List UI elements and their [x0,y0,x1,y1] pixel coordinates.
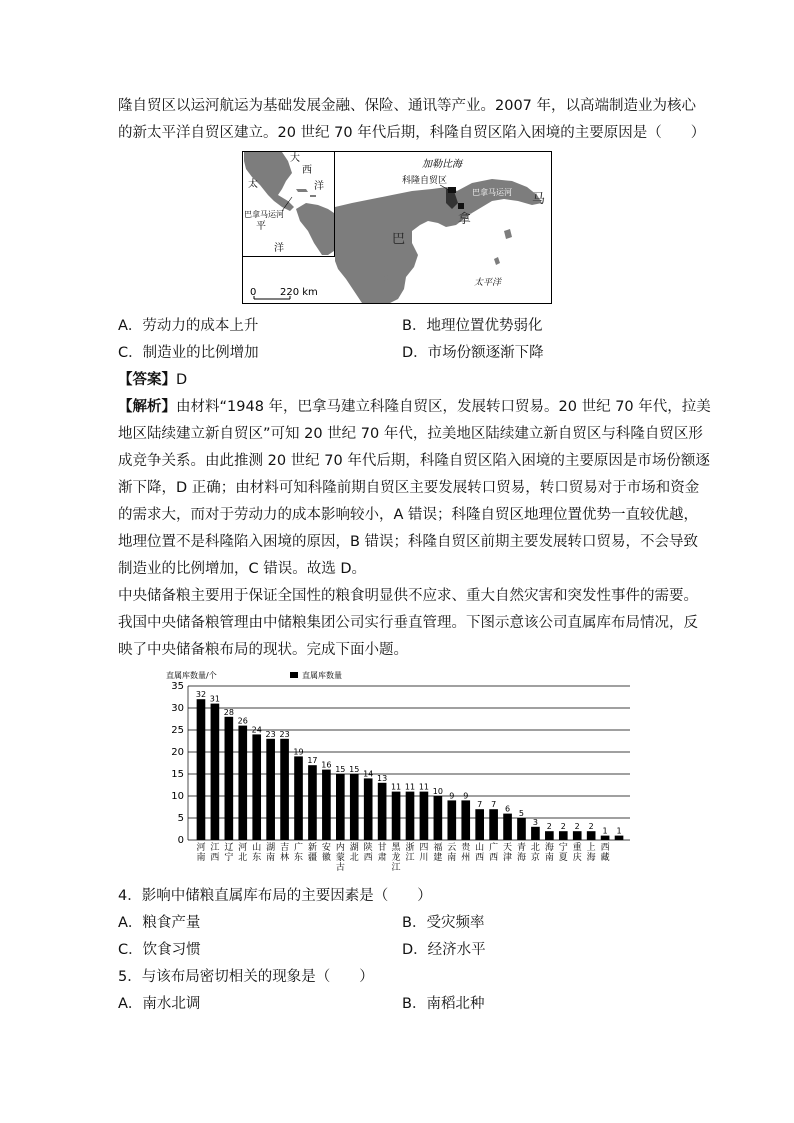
panama-map [242,151,552,304]
x-tick-label: 辽 [224,843,234,853]
x-tick-label: 四 [419,843,429,853]
bar-value-label: 1 [616,826,622,836]
x-tick-label: 江 [391,863,401,873]
y-tick-label: 10 [171,791,184,802]
x-tick-label: 湖 [349,843,359,853]
x-tick-label: 南 [447,853,457,863]
bar [392,792,401,840]
x-tick-label: 福 [433,843,443,853]
bar-value-label: 5 [518,809,525,818]
bar-value-label: 13 [377,773,388,783]
label-new-pacific-1: 新太平洋 [468,214,503,224]
q3-option-d: D．市场份额逐渐下降 [402,345,544,361]
label-na: 拿 [458,212,472,227]
x-tick-label: 吉 [280,843,290,853]
legend-label: 直属库数量 [302,671,342,680]
x-tick-label: 青 [516,843,526,853]
intro-line-2: 的新太平洋自贸区建立。20 世纪 70 年代后期，科隆自贸区陷入困境的主要原因是（ ） [118,125,706,141]
q4-stem: 4．影响中储粮直属库布局的主要因素是（ ） [118,888,432,904]
x-tick-label: 陕 [363,843,373,853]
x-tick-label: 南 [196,853,206,863]
x-tick-label: 海 [586,853,596,863]
granary-bar-chart [160,668,640,878]
x-tick-label: 海 [544,843,554,853]
x-tick-label: 广 [294,843,304,853]
analysis-label: 【解析】 [118,399,176,415]
x-tick-label: 东 [294,853,304,863]
x-tick-label: 黑 [391,843,401,853]
bar [308,765,317,840]
bar-value-label: 16 [321,760,332,770]
bar-value-label: 11 [418,782,430,792]
bar [378,783,387,840]
bar-value-label: 15 [349,765,360,774]
q5-option-a: A．南水北调 [118,996,201,1012]
x-tick-label: 西 [363,853,373,863]
bar [238,726,247,840]
x-tick-label: 湖 [266,843,276,853]
x-tick-label: 天 [503,843,513,853]
scale-value: 220 km [280,287,318,298]
x-tick-label: 西 [489,853,499,863]
x-tick-label: 宁 [558,843,568,853]
answer-value: D [176,372,188,388]
bar-value-label: 2 [588,822,594,832]
x-tick-label: 江 [210,843,220,853]
analysis-line-3: 成竞争关系。由此推测 20 世纪 70 年代后期，科隆自贸区陷入困境的主要原因是市场份额逐 [118,453,710,469]
x-tick-label: 龙 [391,853,401,863]
q3-answer [118,370,187,390]
x-tick-label: 夏 [558,853,568,863]
y-tick-label: 30 [171,703,184,714]
inset-label-xi: 西 [302,165,312,176]
analysis-line-4: 渐下降，D 正确；由材料可知科隆前期自贸区主要发展转口贸易，转口贸易对于市场和资金 [118,480,700,496]
x-tick-label: 内 [335,843,345,853]
bar [615,836,624,840]
y-tick-label: 25 [171,725,184,736]
bar [211,704,220,840]
bar [294,756,303,840]
bar [559,831,568,840]
inset-label-ping: 平 [256,221,266,232]
bar [336,774,345,840]
bar-value-label: 19 [293,747,304,757]
bar [420,792,429,840]
q4-option-a: A．粮食产量 [118,915,201,931]
label-ma: 马 [532,192,546,207]
bar [447,800,456,840]
x-tick-label: 川 [419,853,429,863]
label-colon-zone: 科隆自贸区 [402,176,448,186]
x-tick-label: 南 [266,853,276,863]
x-tick-label: 云 [447,843,457,853]
bar-value-label: 9 [449,791,455,801]
x-tick-label: 北 [238,853,248,863]
bar [322,770,331,840]
bar-value-label: 11 [390,782,402,792]
bar [573,831,582,840]
y-tick-label: 20 [171,747,184,758]
bar-value-label: 26 [237,716,248,726]
x-tick-label: 上 [586,843,596,853]
x-tick-label: 海 [516,853,526,863]
bar-value-label: 3 [532,817,538,827]
x-tick-label: 藏 [600,853,610,863]
x-tick-label: 林 [280,853,290,863]
label-ba: 巴 [392,232,406,247]
analysis-line-2: 地区陆续建立新自贸区”可知 20 世纪 70 年代，拉美地区陆续建立新自贸区与科隆自贸区形 [118,426,703,442]
bar-value-label: 32 [195,690,207,700]
x-tick-label: 津 [503,853,513,863]
bar-value-label: 2 [546,822,552,832]
bar-value-label: 7 [491,800,497,810]
x-tick-label: 州 [461,853,471,863]
x-tick-label: 疆 [307,853,317,863]
analysis-line-6: 地理位置不是科隆陷入困境的原因，B 错误；科隆自贸区前期主要发展转口贸易，不会导致 [118,534,699,550]
bar [475,809,484,840]
x-tick-label: 北 [349,853,359,863]
x-tick-label: 山 [475,843,485,853]
label-caribbean: 加勒比海 [422,159,462,170]
y-tick-label: 35 [171,681,184,692]
bar [406,792,415,840]
x-tick-label: 古 [335,863,345,873]
bar [545,831,554,840]
x-tick-label: 西 [475,853,485,863]
x-tick-label: 河 [238,843,248,853]
bar-value-label: 23 [265,729,276,739]
x-tick-label: 江 [405,853,415,863]
bar-value-label: 2 [560,822,566,832]
bar [503,814,512,840]
bar-value-label: 9 [463,791,469,801]
x-tick-label: 徽 [321,853,331,863]
x-tick-label: 贵 [461,843,471,853]
q4-option-b: B．受灾频率 [402,915,485,931]
bar-value-label: 1 [602,826,608,836]
bar-value-label: 11 [404,782,416,792]
bar-value-label: 14 [363,769,374,779]
bar-value-label: 15 [335,765,346,774]
bar [225,717,234,840]
scale-zero: 0 [250,287,257,298]
inset-label-yang2: 洋 [314,181,324,192]
label-pacific: 太平洋 [474,278,502,288]
x-tick-label: 广 [489,843,499,853]
inset-label-canal: 巴拿马运河 [244,210,284,219]
x-tick-label: 浙 [405,843,415,853]
q5-option-b: B．南稻北种 [402,996,485,1012]
y-tick-label: 5 [177,813,184,824]
q3-option-c: C．制造业的比例增加 [118,345,259,361]
bar [517,818,526,840]
analysis-line-7: 制造业的比例增加，C 错误。故选 D。 [118,561,367,577]
analysis-text-1: 由材料“1948 年，巴拿马建立科隆自贸区，发展转口贸易。20 世纪 70 年代，拉美 [176,399,711,415]
label-new-pacific-2: 自贸区 [474,224,500,234]
passage-line-2: 我国中央储备粮管理由中储粮集团公司实行垂直管理。下图示意该公司直属库布局情况，反 [118,615,698,631]
x-tick-label: 新 [307,843,317,853]
y-axis-label: 直属库数量/个 [166,671,217,680]
inset-label-tai: 太 [248,179,258,190]
bar-value-label: 10 [432,787,443,796]
bar [280,739,289,840]
q4-option-d: D．经济水平 [402,942,486,958]
q5-stem: 5．与该布局密切相关的现象是（ ） [118,969,374,985]
inset-label-yang: 洋 [274,243,284,254]
x-tick-label: 山 [252,843,262,853]
bar-value-label: 7 [477,800,483,810]
bar-value-label: 17 [307,756,318,766]
x-tick-label: 京 [530,853,540,863]
inset-label-da: 大 [290,153,300,164]
y-tick-label: 0 [177,835,184,846]
intro-line-1: 隆自贸区以运河航运为基础发展金融、保险、通讯等产业。2007 年，以高端制造业为核心 [118,98,697,114]
legend-swatch [290,672,298,678]
bar [531,827,540,840]
x-tick-label: 蒙 [335,853,345,863]
x-tick-label: 重 [572,843,582,853]
x-tick-label: 宁 [224,853,234,863]
x-tick-label: 西 [600,843,610,853]
analysis-line-5: 的需求大，而对于劳动力的成本影响较小，A 错误；科隆自贸区地理位置优势一直较优越， [118,507,699,523]
y-tick-label: 15 [171,769,184,780]
bar [489,809,498,840]
passage-line-1: 中央储备粮主要用于保证全国性的粮食明显供不应求、重大自然灾害和突发性事件的需要。 [118,588,698,604]
bar [266,739,275,840]
q4-option-c: C．饮食习惯 [118,942,201,958]
bar-value-label: 23 [279,729,290,739]
bar [587,831,596,840]
answer-label: 【答案】 [118,372,176,388]
x-tick-label: 西 [210,853,220,863]
x-tick-label: 南 [544,853,554,863]
bar-value-label: 6 [505,804,511,814]
x-tick-label: 北 [530,843,540,853]
x-tick-label: 东 [252,853,262,863]
bar [252,734,261,840]
label-canal: 巴拿马运河 [472,188,512,197]
x-tick-label: 建 [433,853,443,863]
x-tick-label: 安 [321,843,331,853]
analysis-line-1 [118,397,711,417]
x-tick-label: 甘 [377,843,387,853]
x-tick-label: 肃 [377,853,387,863]
x-tick-label: 河 [196,843,206,853]
bar [434,796,443,840]
q3-option-b: B．地理位置优势弱化 [402,318,543,334]
bar [461,800,470,840]
bar-value-label: 24 [251,725,262,735]
bar [601,836,610,840]
q3-option-a: A．劳动力的成本上升 [118,318,259,334]
bar [197,699,206,840]
x-tick-label: 庆 [572,853,582,863]
bar-value-label: 2 [574,822,580,832]
passage-line-3: 映了中央储备粮布局的现状。完成下面小题。 [118,642,408,658]
bar-value-label: 28 [223,707,234,717]
bar-value-label: 31 [209,694,220,704]
bar [364,778,373,840]
bar [350,774,359,840]
